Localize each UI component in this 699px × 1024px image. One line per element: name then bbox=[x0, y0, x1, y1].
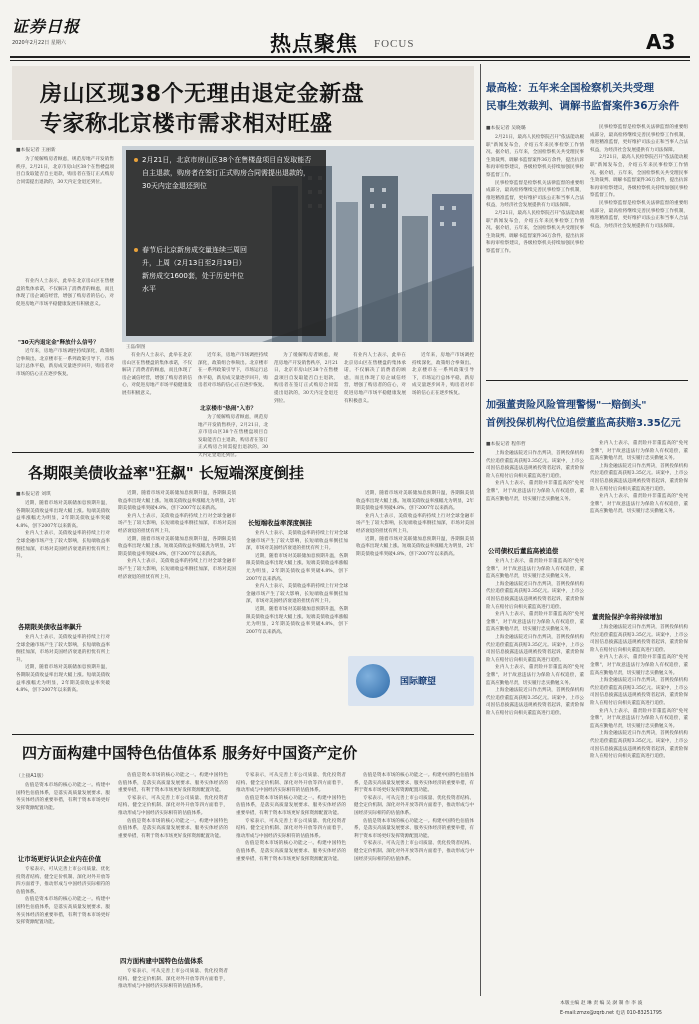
lead-info-bullet-2 bbox=[134, 248, 138, 252]
date-line: 2020年2月22日 星期六 bbox=[12, 40, 66, 46]
column-divider bbox=[480, 64, 481, 996]
footer-editor-line: 本版主编 赵 琳 责 编 吴 澍 制 作 李 波 bbox=[560, 1001, 643, 1006]
lead-para-2: 有业内人士表示，此举在北京房山区在售楼盘的集体承诺，不仅解决了消费者的顾虑，而且体现了房企诚信经营，增强了购房者的信心，对促进房地产市场平稳健康发展有积极意义。 bbox=[16, 279, 114, 307]
mid-subhead-1: 各期限美债收益率飙升 bbox=[18, 623, 82, 631]
lead-subhead-1: "30天内退定金"释放什么信号？ bbox=[18, 340, 99, 346]
bottom-subhead-2: 四方面构建中国特色估值体系 bbox=[120, 957, 204, 965]
lead-info-item-1: 2月21日，北京市房山区38个在售楼盘项目自发取能否自主退款，购房者在签订正式购房合同需提出退款的，30天内定金退还到位 bbox=[142, 156, 312, 190]
right-mid-headline-2: 首例投保机构代位追偿董监高获赔3.35亿元 bbox=[486, 418, 681, 429]
right-mid-col-1a: 上海金融法院近日作出判决，首例投保机构代位追偿董监高获赔3.35亿元。该案中，上市公司因信息披露违法违规被投资者起诉，董责险保险人在赔付后向相关董监高进行追偿。 业内人士表示，董责险并非董监高的"免死金牌"，对于故意违法行为保险人有权追偿，董监高应勤勉尽责，切实履行忠实勤勉义务。 bbox=[486, 451, 584, 502]
lead-col-3b: 为了缓解购房者顾虑，规范房地产开发销售秩序，2月21日，北京市房山区38个在售楼盘项目自发取能否自主退款，购房者在签订正式购房合同需提出退款的，30天内定金退还到位。 bbox=[198, 415, 268, 458]
page-number: A3 bbox=[646, 30, 676, 54]
lead-col-4: 为了缓解购房者顾虑，规范房地产开发销售秩序，2月21日，北京市房山区38个在售楼盘项目自发取能否自主退款，购房者在签订正式购房合同需提出退款的，30天内定金退还到位。 bbox=[274, 353, 338, 404]
lead-info-bullet-1 bbox=[134, 158, 138, 162]
bottom-col-2a: 估值是资本市场的核心功能之一。构建中国特色估值体系，是落实高质量发展要求、服务实体经济的重要举措，有利于资本市场更好发挥资源配置功能。 专家表示，可从完善上市公司质量、优化投资者结构、健全定价机制、深化对外开放等四方面着手，推动形成与中国经济实际相符的估值体系。 估值是资本市场的核心功能之一。构建中国特色估值体系，是落实高质量发展要求、服务实体经济的重要举措，有利于资本市场更好发挥资源配置功能。 bbox=[118, 773, 228, 839]
right-mid-subhead-1: 公司债权后董监高被追偿 bbox=[488, 547, 559, 555]
right-mid-col-2b: 上海金融法院近日作出判决，首例投保机构代位追偿董监高获赔3.35亿元。该案中，上市公司因信息披露违法违规被投资者起诉，董责险保险人在赔付后向相关董监高进行追偿。 业内人士表示，董责险并非董监高的"免死金牌"，对于故意违法行为保险人有权追偿，董监高应勤勉尽责，切实履行忠实勤勉义务。 上海金融法院近日作出判决，首例投保机构代位追偿董监高获赔3.35亿元。该案中，上市公司因信息披露违法违规被投资者起诉，董责险保险人在赔付后向相关董监高进行追偿。 业内人士表示，董责险并非董监高的"免死金牌"，对于故意违法行为保险人有权追偿，董监高应勤勉尽责，切实履行忠实勤勉义务。 上海金融法院近日作出判决，首例投保机构代位追偿董监高获赔3.35亿元。该案中，上市公司因信息披露违法违规被投资者起诉，董责险保险人在赔付后向相关董监高进行追偿。 bbox=[590, 625, 688, 760]
globe-icon bbox=[356, 664, 390, 698]
footer-email-line: E-mail:zmzx@zqrb.net 电话 010-83251795 bbox=[560, 1011, 662, 1016]
lead-photo-credit: 王磊/制图 bbox=[126, 345, 146, 350]
right-top-headline-1: 最高检：五年来全国检察机关共受理 bbox=[486, 82, 654, 94]
bottom-byline: （上接A1版） bbox=[16, 774, 47, 779]
section-en: FOCUS bbox=[374, 38, 415, 50]
lead-headline-line2: 专家称北京楼市需求相对旺盛 bbox=[40, 112, 333, 137]
mid-headline: 各期限美债收益率"狂飙" 长短端深度倒挂 bbox=[28, 464, 304, 482]
bottom-col-1b: 专家表示，可从完善上市公司质量、优化投资者结构、健全定价机制、深化对外开放等四方面着手，推动形成与中国经济实际相符的估值体系。 估值是资本市场的核心功能之一。构建中国特色估值体系，是落实高质量发展要求、服务实体经济的重要举措，有利于资本市场更好发挥资源配置功能。 bbox=[16, 867, 110, 926]
right-mid-byline: ■本报记者 程伟哲 bbox=[486, 442, 526, 447]
lead-illustration bbox=[122, 146, 474, 342]
bottom-col-1a: 估值是资本市场的核心功能之一。构建中国特色估值体系，是落实高质量发展要求、服务实体经济的重要举措，有利于资本市场更好发挥资源配置功能。 bbox=[16, 783, 110, 811]
bottom-col-3: 专家表示，可从完善上市公司质量、优化投资者结构、健全定价机制、深化对外开放等四方面着手，推动形成与中国经济实际相符的估值体系。 估值是资本市场的核心功能之一。构建中国特色估值体系，是落实高质量发展要求、服务实体经济的重要举措，有利于资本市场更好发挥资源配置功能。 专家表示，可从完善上市公司质量、优化投资者结构、健全定价机制、深化对外开放等四方面着手，推动形成与中国经济实际相符的估值体系。 估值是资本市场的核心功能之一。构建中国特色估值体系，是落实高质量发展要求、服务实体经济的重要举措，有利于资本市场更好发挥资源配置功能。 bbox=[236, 773, 346, 862]
bottom-top-rule bbox=[12, 734, 474, 735]
lead-para-1: 为了缓解购房者顾虑，规范房地产开发销售秩序，2月21日，北京市房山区38个在售楼盘项目自发取能否自主退款，购房者在签订正式购房合同需提出退款的，30天内定金退还到位。 bbox=[16, 157, 114, 185]
masthead-rule-thin bbox=[10, 60, 690, 61]
masthead-rule bbox=[10, 56, 690, 58]
mid-col-2: 近期，随着市场对美联储加息预期升温，各期限美债收益率出现大幅上涨。短端美债收益率涨幅尤为明显，2年期美债收益率突破4.8%，创下2007年以来新高。 业内人士表示，美债收益率的持续上行对全球金融市场产生了较大影响，长短端收益率倒挂加深，市场对美国经济衰退的担忧有所上升。 近期，随着市场对美联储加息预期升温，各期限美债收益率出现大幅上涨。短端美债收益率涨幅尤为明显，2年期美债收益率突破4.8%，创下2007年以来新高。 业内人士表示，美债收益率的持续上行对全球金融市场产生了较大影响，长短端收益率倒挂加深，市场对美国经济衰退的担忧有所上升。 bbox=[118, 491, 236, 580]
right-top-col-1: 2月21日，最高人民检察院召开"依法能动履职"新闻发布会，介绍五年来民事检察工作情况。据介绍，五年来，全国检察机关共受理民事生效裁判、调解书监督案件36万余件，提出抗诉和再审检察建议，各级检察机关持续加强民事检察监督工作。 民事检察监督是检察机关法律监督的重要组成部分，最高检将继续完善民事检察工作机制，推进精准监督，更好维护司法公正和当事人合法权益，为经济社会发展提供有力司法保障。 2月21日，最高人民检察院召开"依法能动履职"新闻发布会，介绍五年来民事检察工作情况。据介绍，五年来，全国检察机关共受理民事生效裁判、调解书监督案件36万余件，提出抗诉和再审检察建议，各级检察机关持续加强民事检察监督工作。 bbox=[486, 135, 584, 254]
mid-byline: ■本报记者 刘琪 bbox=[16, 492, 51, 497]
lead-byline: ■本报记者 王丽新 bbox=[16, 148, 56, 153]
paper-name: 证券日报 bbox=[12, 17, 81, 36]
right-top-headline-2: 民事生效裁判、调解书监督案件36万余件 bbox=[486, 100, 680, 112]
mid-badge bbox=[348, 656, 474, 706]
lead-para-3: 近年来，房地产市场调控持续深化，政策组合拳频出。北京楼市在一系列政策引导下，市场运行总体平稳，新房成交量逐步回升，购房者对市场的信心正在逐步恢复。 bbox=[16, 349, 114, 377]
lead-col-3: 近年来，房地产市场调控持续深化，政策组合拳频出。北京楼市在一系列政策引导下，市场运行总体平稳，新房成交量逐步回升，购房者对市场的信心正在逐步恢复。 bbox=[198, 353, 268, 389]
mid-badge-label: 国际瞭望 bbox=[400, 677, 437, 687]
right-mid-headline-1: 加强董责险风险管理警惕"一赔倒头" bbox=[486, 400, 647, 411]
bottom-headline: 四方面构建中国特色估值体系 服务好中国资产定价 bbox=[22, 744, 358, 762]
bottom-subhead-1: 让市场更好认识企业内在价值 bbox=[18, 855, 102, 863]
right-top-divider bbox=[486, 380, 688, 381]
lead-col-2: 有业内人士表示，此举在北京房山区在售楼盘的集体承诺，不仅解决了消费者的顾虑，而且体现了房企诚信经营，增强了购房者的信心，对促进房地产市场平稳健康发展有积极意义。 bbox=[122, 353, 192, 396]
mid-col-3: 业内人士表示，美债收益率的持续上行对全球金融市场产生了较大影响，长短端收益率倒挂加深，市场对美国经济衰退的担忧有所上升。 近期，随着市场对美联储加息预期升温，各期限美债收益率出现大幅上涨。短端美债收益率涨幅尤为明显，2年期美债收益率突破4.8%，创下2007年以来新高。 业内人士表示，美债收益率的持续上行对全球金融市场产生了较大影响，长短端收益率倒挂加深，市场对美国经济衰退的担忧有所上升。 近期，随着市场对美联储加息预期升温，各期限美债收益率出现大幅上涨。短端美债收益率涨幅尤为明显，2年期美债收益率突破4.8%，创下2007年以来新高。 bbox=[246, 531, 348, 635]
right-mid-col-2a: 业内人士表示，董责险并非董监高的"免死金牌"，对于故意违法行为保险人有权追偿，董监高应勤勉尽责，切实履行忠实勤勉义务。 上海金融法院近日作出判决，首例投保机构代位追偿董监高获赔3.35亿元。该案中，上市公司因信息披露违法违规被投资者起诉，董责险保险人在赔付后向相关董监高进行追偿。 业内人士表示，董责险并非董监高的"免死金牌"，对于故意违法行为保险人有权追偿，董监高应勤勉尽责，切实履行忠实勤勉义务。 bbox=[590, 441, 688, 515]
mid-col-1b: 业内人士表示，美债收益率的持续上行对全球金融市场产生了较大影响，长短端收益率倒挂加深，市场对美国经济衰退的担忧有所上升。 近期，随着市场对美联储加息预期升温，各期限美债收益率出现大幅上涨。短端美债收益率涨幅尤为明显，2年期美债收益率突破4.8%，创下2007年以来新高。 bbox=[16, 635, 110, 694]
lead-headline-line1: 房山区现38个无理由退定金新盘 bbox=[40, 82, 365, 107]
right-mid-subhead-2: 董责险保护伞将持续增加 bbox=[592, 613, 663, 621]
bottom-col-2b: 专家表示，可从完善上市公司质量、优化投资者结构、健全定价机制、深化对外开放等四方面着手，推动形成与中国经济实际相符的估值体系。 bbox=[118, 969, 228, 990]
right-mid-col-1b: 业内人士表示，董责险并非董监高的"免死金牌"，对于故意违法行为保险人有权追偿，董监高应勤勉尽责，切实履行忠实勤勉义务。 上海金融法院近日作出判决，首例投保机构代位追偿董监高获赔3.35亿元。该案中，上市公司因信息披露违法违规被投资者起诉，董责险保险人在赔付后向相关董监高进行追偿。 业内人士表示，董责险并非董监高的"免死金牌"，对于故意违法行为保险人有权追偿，董监高应勤勉尽责，切实履行忠实勤勉义务。 上海金融法院近日作出判决，首例投保机构代位追偿董监高获赔3.35亿元。该案中，上市公司因信息披露违法违规被投资者起诉，董责险保险人在赔付后向相关董监高进行追偿。 业内人士表示，董责险并非董监高的"免死金牌"，对于故意违法行为保险人有权追偿，董监高应勤勉尽责，切实履行忠实勤勉义务。 上海金融法院近日作出判决，首例投保机构代位追偿董监高获赔3.35亿元。该案中，上市公司因信息披露违法违规被投资者起诉，董责险保险人在赔付后向相关董监高进行追偿。 bbox=[486, 559, 584, 716]
lead-col-5: 有业内人士表示，此举在北京房山区在售楼盘的集体承诺，不仅解决了消费者的顾虑，而且体现了房企诚信经营，增强了购房者的信心，对促进房地产市场平稳健康发展有积极意义。 bbox=[344, 353, 406, 404]
mid-subhead-2: 长短端收益率深度倒挂 bbox=[248, 519, 312, 527]
lead-col-6: 近年来，房地产市场调控持续深化，政策组合拳频出。北京楼市在一系列政策引导下，市场运行总体平稳，新房成交量逐步回升，购房者对市场的信心正在逐步恢复。 bbox=[412, 353, 474, 396]
mid-top-rule bbox=[12, 452, 474, 453]
right-top-col-2: 民事检察监督是检察机关法律监督的重要组成部分，最高检将继续完善民事检察工作机制，推进精准监督，更好维护司法公正和当事人合法权益，为经济社会发展提供有力司法保障。 2月21日，最高人民检察院召开"依法能动履职"新闻发布会，介绍五年来民事检察工作情况。据介绍，五年来，全国检察机关共受理民事生效裁判、调解书监督案件36万余件，提出抗诉和再审检察建议，各级检察机关持续加强民事检察监督工作。 民事检察监督是检察机关法律监督的重要组成部分，最高检将继续完善民事检察工作机制，推进精准监督，更好维护司法公正和当事人合法权益，为经济社会发展提供有力司法保障。 bbox=[590, 125, 688, 229]
section-title: 热点聚焦 bbox=[270, 32, 358, 56]
lead-subhead-2: 北京楼市"热闹"入市？ bbox=[200, 406, 257, 412]
mid-col-1a: 近期，随着市场对美联储加息预期升温，各期限美债收益率出现大幅上涨。短端美债收益率涨幅尤为明显，2年期美债收益率突破4.8%，创下2007年以来新高。 业内人士表示，美债收益率的持续上行对全球金融市场产生了较大影响，长短端收益率倒挂加深，市场对美国经济衰退的担忧有所上升。 bbox=[16, 501, 110, 560]
lead-info-item-2: 春节后北京新房成交量连续三周回升，上周（2月13日至2月19日）新房成交1600套，处于历史中位水平 bbox=[142, 246, 247, 293]
mid-col-4: 近期，随着市场对美联储加息预期升温，各期限美债收益率出现大幅上涨。短端美债收益率涨幅尤为明显，2年期美债收益率突破4.8%，创下2007年以来新高。 业内人士表示，美债收益率的持续上行对全球金融市场产生了较大影响，长短端收益率倒挂加深，市场对美国经济衰退的担忧有所上升。 近期，随着市场对美联储加息预期升温，各期限美债收益率出现大幅上涨。短端美债收益率涨幅尤为明显，2年期美债收益率突破4.8%，创下2007年以来新高。 bbox=[356, 491, 474, 557]
bottom-col-4: 估值是资本市场的核心功能之一。构建中国特色估值体系，是落实高质量发展要求、服务实体经济的重要举措，有利于资本市场更好发挥资源配置功能。 专家表示，可从完善上市公司质量、优化投资者结构、健全定价机制、深化对外开放等四方面着手，推动形成与中国经济实际相符的估值体系。 估值是资本市场的核心功能之一。构建中国特色估值体系，是落实高质量发展要求、服务实体经济的重要举措，有利于资本市场更好发挥资源配置功能。 专家表示，可从完善上市公司质量、优化投资者结构、健全定价机制、深化对外开放等四方面着手，推动形成与中国经济实际相符的估值体系。 bbox=[354, 773, 474, 862]
right-top-byline: ■本报记者 吴晓璐 bbox=[486, 126, 526, 131]
